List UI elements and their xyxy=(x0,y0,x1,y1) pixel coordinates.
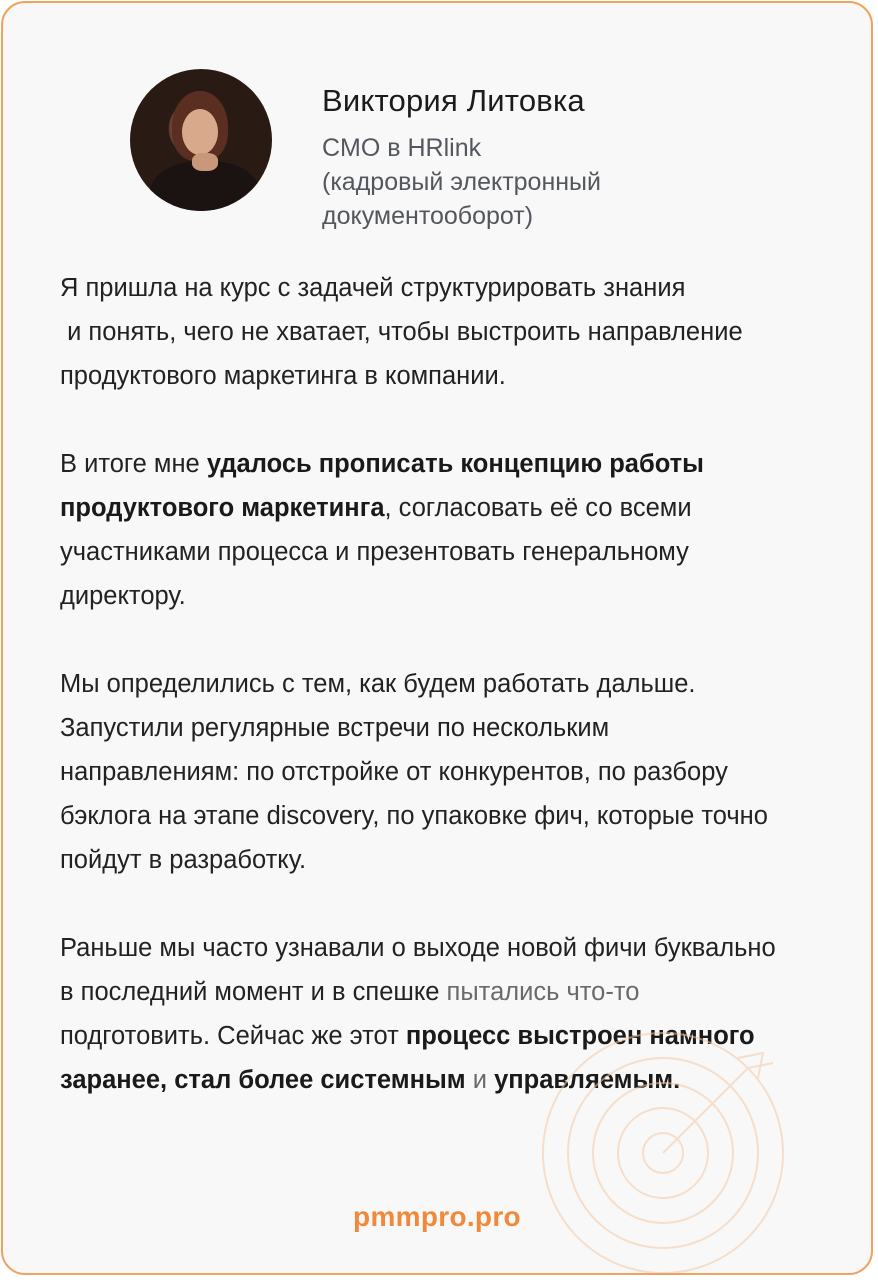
text-line: Запустили регулярные встречи по нескольким xyxy=(60,714,610,742)
text-line xyxy=(60,1014,850,1058)
highlight-text: удалось прописать концепцию работы xyxy=(206,450,704,478)
highlight-text: процесс выстроен намного xyxy=(405,1022,755,1050)
text-line: директору. xyxy=(60,582,186,610)
text-line: участниками процесса и презентовать генеральному xyxy=(60,538,689,566)
text-line: направлениям: по отстройке от конкурентов, по разбору xyxy=(60,758,728,786)
text-span: подготовить. Сейчас же этот xyxy=(60,1022,406,1050)
text-line: и понять, чего не хватает, чтобы выстроить направление xyxy=(60,318,743,346)
testimonial-card xyxy=(1,1,873,1275)
author-avatar xyxy=(130,69,272,211)
text-line: Я пришла на курс с задачей структурировать знания xyxy=(60,274,686,302)
site-link[interactable]: pmmpro.pro xyxy=(353,1201,521,1232)
text-line: бэклога на этапе discovery, по упаковке фич, которые точно xyxy=(60,802,768,830)
author-role-line: (кадровый электронный xyxy=(322,168,601,196)
text-line: пойдут в разработку. xyxy=(60,846,307,874)
text-span: , согласовать её со всеми xyxy=(384,494,692,522)
text-span: В итоге мне xyxy=(60,450,207,478)
text-span: в последний момент и в спешке xyxy=(60,978,447,1006)
text-span: и xyxy=(465,1066,495,1094)
author-role-line: CMO в HRlink xyxy=(322,134,482,162)
author-role-line: документооборот) xyxy=(322,202,534,230)
text-line: продуктового маркетинга в компании. xyxy=(60,362,506,390)
highlight-text: продуктового маркетинга xyxy=(60,494,385,522)
author-name: Виктория Литовка xyxy=(322,83,585,118)
highlight-text: управляемым. xyxy=(494,1066,681,1094)
text-span: пытались что-то xyxy=(446,978,640,1006)
text-line xyxy=(60,442,850,486)
text-line: Мы определились с тем, как будем работать дальше. xyxy=(60,670,696,698)
text-line xyxy=(60,486,850,530)
text-line xyxy=(60,970,850,1014)
testimonial-text xyxy=(60,266,850,1102)
author-role xyxy=(322,131,601,233)
text-line xyxy=(60,1058,850,1102)
highlight-text: заранее, стал более системным xyxy=(60,1066,466,1094)
text-line: Раньше мы часто узнавали о выходе новой фичи буквально xyxy=(60,934,776,962)
